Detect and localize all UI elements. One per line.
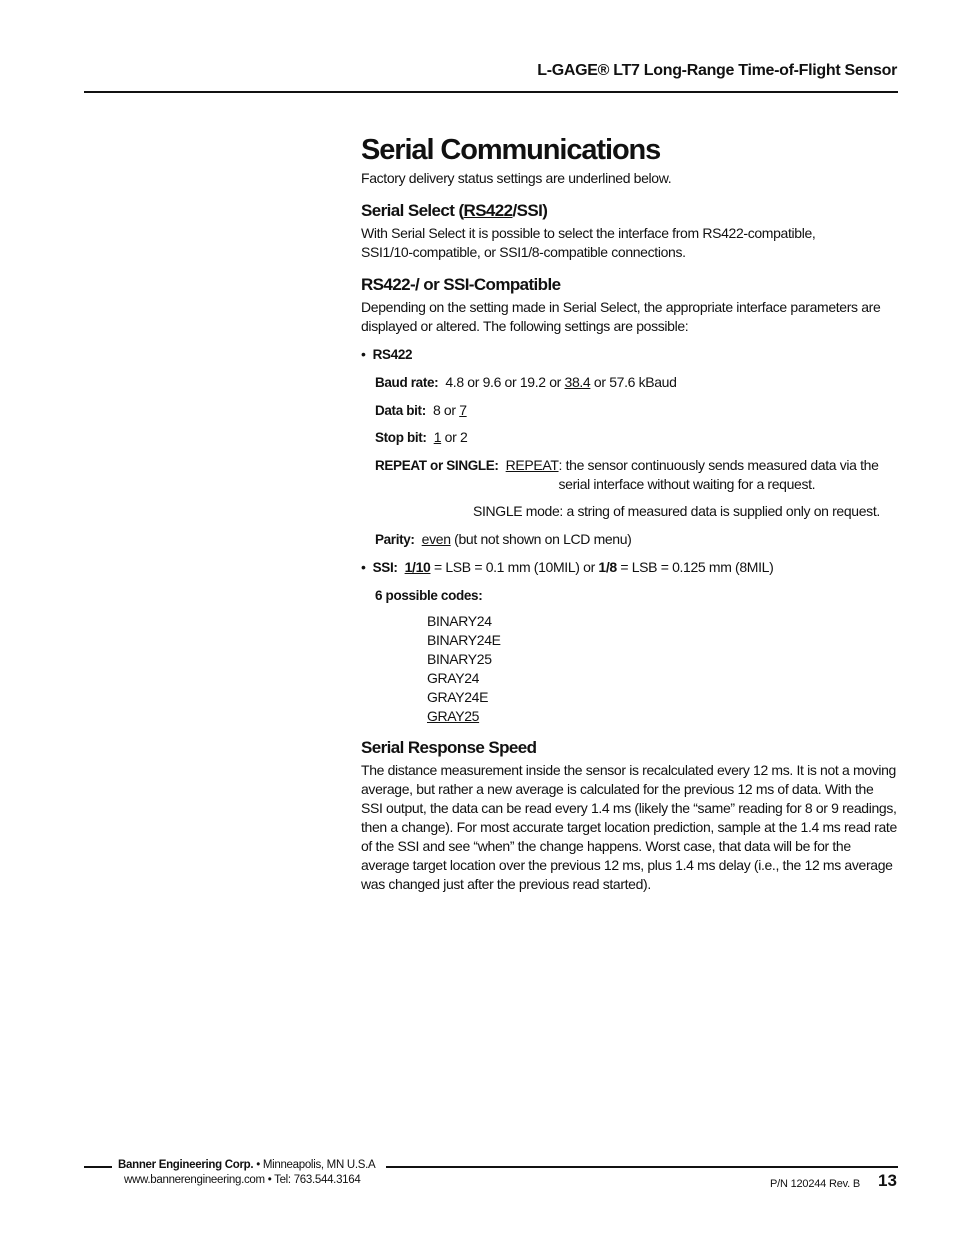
single-description: SINGLE mode: a string of measured data is supplied only on request. [473,503,880,519]
parity-default: even [421,531,451,547]
header-rule [84,91,898,93]
repeat-single-row [375,456,898,494]
serial-select-heading [361,200,898,222]
codes-list [427,612,898,726]
page-number: 13 [878,1171,897,1190]
footer-company [118,1159,375,1171]
header-title: L-GAGE® LT7 Long-Range Time-of-Flight Sensor [537,62,897,79]
page-title: Serial Communications [361,134,661,166]
list-item: BINARY24E [427,632,501,648]
data-bit-pre: 8 or [432,402,460,418]
ssi-option-1-10: 1/10 [404,559,431,575]
data-bit-row [375,401,898,420]
data-bit-label: Data bit: [375,403,426,418]
company-location: • Minneapolis, MN U.S.A [256,1159,376,1171]
codes-label: 6 possible codes: [375,588,483,603]
list-item: GRAY24E [427,689,489,705]
rs422-bullet-item [361,345,898,364]
intro-text: Factory delivery status settings are underlined below. [361,170,672,186]
bullet: • [361,559,366,575]
baud-rate-default: 38.4 [564,374,591,390]
serial-select-body: With Serial Select it is possible to select the interface from RS422-compatible, SSI1/10-compatible, or SSI1/8-compatible connections. [361,225,816,260]
parity-post: (but not shown on LCD menu) [450,531,632,547]
list-item: BINARY25 [427,651,492,667]
parity-label: Parity: [375,532,415,547]
baud-rate-label: Baud rate: [375,375,439,390]
bullet: • [361,346,366,362]
stop-bit-row [375,428,898,447]
ssi-option-1-8: 1/8 [598,559,617,575]
compatible-body: Depending on the setting made in Serial Select, the appropriate interface parameters are displayed or altered. The following settings are possible: [361,299,881,334]
company-name: Banner Engineering Corp. [118,1159,254,1171]
footer-rule-right [386,1166,898,1168]
repeat-default: REPEAT [505,457,559,473]
response-body: The distance measurement inside the sensor is recalculated every 12 ms. It is not a moving average, but rather a new average is calculated for the previous 12 ms of data. With the SSI output, the data can be read every 1.4 ms (likely the “same” reading for 8 or 9 readings, then a change). For most accurate target location prediction, sample at the 1.4 ms read rate of the SSI and see “when” the change happens. Worst case, that data will be for the average target location over the previous 12 ms, plus 1.4 ms delay (i.e., the 12 ms average was changed just after the previous read started). [361,762,897,892]
ssi-option-1-10-desc: = LSB = 0.1 mm (10MIL) or [430,559,599,575]
baud-rate-pre: 4.8 or 9.6 or 19.2 or [445,374,565,390]
baud-rate-row [375,373,898,392]
footer-rule-left [84,1166,112,1168]
serial-select-heading-default: RS422 [463,201,513,220]
parity-row [375,530,898,549]
serial-select-heading-prefix: Serial Select ( [361,201,464,220]
serial-select-heading-suffix: /SSI) [512,201,548,220]
stop-bit-post: or 2 [441,429,468,445]
repeat-single-label: REPEAT or SINGLE: [375,458,499,473]
repeat-description: : the sensor continuously sends measured data via the serial interface without waiting for a request. [558,457,879,492]
data-bit-default: 7 [459,402,467,418]
list-item: BINARY24 [427,613,492,629]
main-content [361,132,898,894]
stop-bit-default: 1 [433,429,442,445]
rs422-title: RS422 [372,347,413,362]
response-heading: Serial Response Speed [361,738,537,757]
stop-bit-label: Stop bit: [375,430,427,445]
list-item-default: GRAY25 [427,708,480,724]
ssi-bullet-item [361,558,898,577]
list-item: GRAY24 [427,670,480,686]
ssi-option-1-8-desc: = LSB = 0.125 mm (8MIL) [616,559,774,575]
part-number: P/N 120244 Rev. B [770,1178,860,1190]
compatible-heading: RS422-/ or SSI-Compatible [361,275,561,294]
ssi-title: SSI: [372,560,398,575]
baud-rate-post: or 57.6 kBaud [590,374,677,390]
footer-contact: www.bannerengineering.com • Tel: 763.544.3164 [124,1174,361,1186]
